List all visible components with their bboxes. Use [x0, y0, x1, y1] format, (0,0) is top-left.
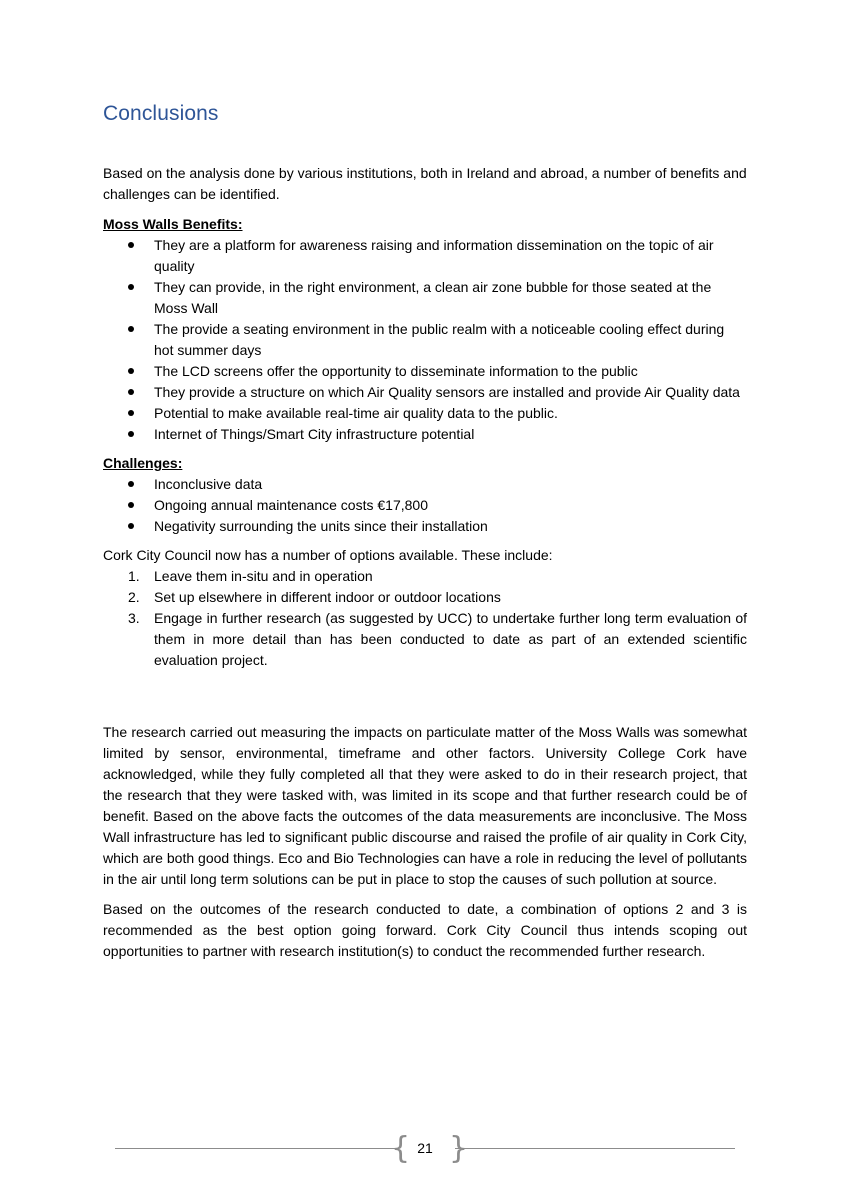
list-item	[103, 424, 747, 445]
bullet-icon	[128, 410, 134, 416]
page-number: 21	[417, 1140, 433, 1156]
list-item-text: Potential to make available real-time air quality data to the public.	[154, 405, 558, 421]
footer-divider-right	[455, 1148, 735, 1149]
spacer	[103, 680, 747, 722]
recommendation-paragraph: Based on the outcomes of the research conducted to date, a combination of options 2 and 3 is recommended as the best option going forward. Cork City Council thus intends scoping out opportunities to partner with research institution(s) to conduct the recommended further research.	[103, 901, 747, 959]
list-item-text: They can provide, in the right environment, a clean air zone bubble for those seated at the Moss Wall	[154, 279, 712, 316]
intro-paragraph: Based on the analysis done by various institutions, both in Ireland and abroad, a number of benefits and challenges can be identified.	[103, 165, 747, 202]
list-item-text: The LCD screens offer the opportunity to disseminate information to the public	[154, 363, 638, 379]
list-item-text: The provide a seating environment in the public realm with a noticeable cooling effect during hot summer days	[154, 321, 725, 358]
page-heading: Conclusions	[103, 102, 219, 125]
list-item-text: Negativity surrounding the units since their installation	[154, 518, 488, 534]
list-item	[103, 235, 747, 277]
list-item	[103, 608, 747, 671]
list-item	[103, 277, 747, 319]
benefits-list	[103, 235, 747, 445]
challenges-heading: Challenges:	[103, 455, 183, 471]
options-intro: Cork City Council now has a number of options available. These include:	[103, 547, 553, 563]
bullet-icon	[128, 326, 134, 332]
list-item	[103, 566, 747, 587]
right-brace: }	[449, 1131, 469, 1166]
list-item	[103, 474, 747, 495]
list-item	[103, 587, 747, 608]
bullet-icon	[128, 502, 134, 508]
bullet-icon	[128, 523, 134, 529]
list-item-text: Set up elsewhere in different indoor or outdoor locations	[154, 589, 501, 605]
bullet-icon	[128, 242, 134, 248]
list-number: 2.	[128, 589, 140, 605]
page-footer	[115, 1131, 735, 1166]
list-item	[103, 361, 747, 382]
list-item	[103, 403, 747, 424]
research-paragraph: The research carried out measuring the impacts on particulate matter of the Moss Walls was somewhat limited by sensor, environmental, timeframe and other factors. University College Cork have acknowledged, while they fully completed all that they were asked to do in their research project, that the research that they were tasked with, was limited in its scope and that further research could be of benefit. Based on the above facts the outcomes of the data measurements are inconclusive. The Moss Wall infrastructure has led to significant public discourse and raised the profile of air quality in Cork City, which are both good things. Eco and Bio Technologies can have a role in reducing the level of pollutants in the air until long term solutions can be put in place to stop the causes of such pollution at source.	[103, 724, 747, 887]
bullet-icon	[128, 481, 134, 487]
list-item-text: Ongoing annual maintenance costs €17,800	[154, 497, 428, 513]
list-item	[103, 319, 747, 361]
options-list	[103, 566, 747, 671]
list-item-text: Leave them in-situ and in operation	[154, 568, 373, 584]
list-item	[103, 495, 747, 516]
list-number: 1.	[128, 568, 140, 584]
left-brace: {	[391, 1131, 411, 1166]
footer-divider-left	[115, 1148, 395, 1149]
bullet-icon	[128, 389, 134, 395]
list-item-text: Internet of Things/Smart City infrastructure potential	[154, 426, 475, 442]
list-item	[103, 382, 747, 403]
list-item-text: They are a platform for awareness raising and information dissemination on the topic of air quality	[154, 237, 714, 274]
list-item-text: They provide a structure on which Air Quality sensors are installed and provide Air Quality data	[154, 384, 740, 400]
list-number: 3.	[128, 610, 140, 626]
bullet-icon	[128, 368, 134, 374]
bullet-icon	[128, 431, 134, 437]
list-item-text: Engage in further research (as suggested by UCC) to undertake further long term evaluation of them in more detail than has been conducted to date as part of an extended scientific evaluation project.	[154, 610, 747, 668]
list-item	[103, 516, 747, 537]
page-content	[103, 163, 747, 971]
bullet-icon	[128, 284, 134, 290]
benefits-heading: Moss Walls Benefits:	[103, 216, 243, 232]
list-item-text: Inconclusive data	[154, 476, 263, 492]
challenges-list	[103, 474, 747, 537]
